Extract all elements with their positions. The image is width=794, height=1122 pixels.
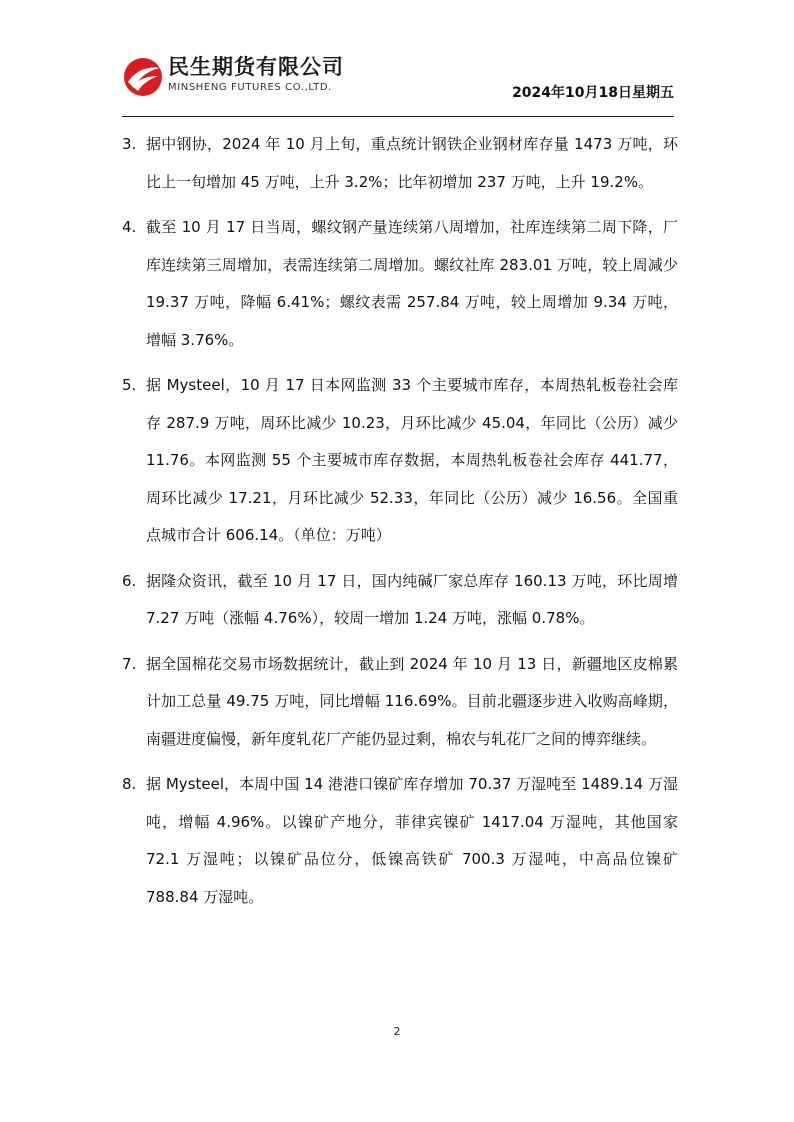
item-number: 3.: [122, 135, 137, 153]
page-number: 2: [393, 1025, 401, 1038]
item-number: 4.: [122, 218, 137, 236]
company-name-en: MINSHENG FUTURES CO.,LTD.: [168, 82, 332, 93]
item-text: 据 Mysteel，本周中国 14 港港口镍矿库存增加 70.37 万湿吨至 1489.14 万湿吨，增幅 4.96%。以镍矿产地分，菲律宾镍矿 1417.04 万湿吨，其他国家 72.1 万湿吨；以镍矿品位分，低镍高铁矿 700.3 万湿吨，中高品位镍矿 788.84 万湿吨。: [146, 775, 678, 906]
item-text: 据中钢协，2024 年 10 月上旬，重点统计钢铁企业钢材库存量 1473 万吨，环比上一旬增加 45 万吨，上升 3.2%；比年初增加 237 万吨，上升 19.2%。: [146, 135, 678, 191]
header-divider: [122, 116, 674, 117]
list-item: [122, 563, 678, 638]
list-item: [122, 646, 678, 759]
page-header: [122, 52, 674, 116]
item-number: 8.: [122, 775, 137, 793]
minsheng-logo-icon: [122, 56, 164, 98]
company-name-cn: 民生期货有限公司: [168, 55, 344, 79]
list-item: [122, 126, 678, 201]
item-text: 据隆众资讯，截至 10 月 17 日，国内纯碱厂家总库存 160.13 万吨，环比周增 7.27 万吨（涨幅 4.76%），较周一增加 1.24 万吨，涨幅 0.78%。: [146, 571, 678, 627]
list-item: [122, 766, 678, 916]
item-text: 据全国棉花交易市场数据统计，截止到 2024 年 10 月 13 日，新疆地区皮棉累计加工总量 49.75 万吨，同比增幅 116.69%。目前北疆逐步进入收购高峰期，南疆进度偏慢，新年度轧花厂产能仍显过剩，棉农与轧花厂之间的博弈继续。: [146, 654, 678, 748]
item-text: 截至 10 月 17 日当周，螺纹钢产量连续第八周增加，社库连续第二周下降，厂库连续第三周增加，表需连续第二周增加。螺纹社库 283.01 万吨，较上周减少 19.37 万吨，降幅 6.41%；螺纹表需 257.84 万吨，较上周增加 9.34 万吨，增幅 3.76%。: [146, 218, 678, 349]
list-item: [122, 367, 678, 555]
company-logo: [122, 52, 344, 98]
item-number: 6.: [122, 571, 137, 590]
item-number: 7.: [122, 654, 137, 673]
item-text: 据 Mysteel，10 月 17 日本网监测 33 个主要城市库存，本周热轧板卷社会库存 287.9 万吨，周环比减少 10.23，月环比减少 45.04，年同比（公历）减少 11.76。本网监测 55 个主要城市库存数据，本周热轧板卷社会库存 441.77，周环比减少 17.21，月环比减少 52.33，年同比（公历）减少 16.56。全国重点城市合计 606.14。（单位：万吨）: [146, 376, 678, 544]
news-list: [122, 126, 678, 924]
item-number: 5.: [122, 376, 137, 394]
list-item: [122, 209, 678, 359]
report-date: 2024年10月18日星期五: [512, 85, 674, 101]
